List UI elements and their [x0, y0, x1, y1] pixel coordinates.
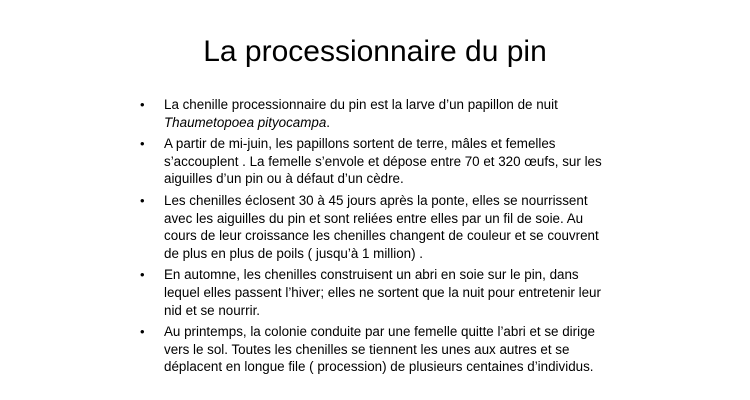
bullet-text-5: Au printemps, la colonie conduite par une femelle quitte l’abri et se dirige vers le sol. Toutes les chenilles se tiennent les unes aux autres et se déplacent en longue file ( procession) de plusieurs centaines d’individus.: [164, 324, 595, 375]
bullet-item-5: [140, 323, 610, 376]
bullet-dot: •: [140, 324, 145, 340]
bullet-text-1: La chenille processionnaire du pin est la larve d’un papillon de nuit: [164, 97, 558, 112]
bullet-text-1-suffix: .: [326, 114, 331, 130]
bullet-item-4: [140, 266, 610, 319]
bullet-text-2: A partir de mi-juin, les papillons sortent de terre, mâles et femelles s’accouplent . La femelle s’envole et dépose entre 70 et 320 œufs, sur les aiguilles d’un pin ou à défaut d’un cèdre.: [164, 136, 602, 187]
bullet-dot: •: [140, 136, 145, 152]
bullet-dot: •: [140, 267, 145, 283]
bullet-dot: •: [140, 97, 145, 112]
slide-title: La processionnaire du pin: [203, 35, 547, 68]
bullet-item-3: [140, 192, 610, 262]
bullet-text-4: En automne, les chenilles construisent un abri en soie sur le pin, dans lequel elles passent l’hiver; elles ne sortent que la nuit pour entretenir leur nid et se nourrir.: [164, 267, 601, 318]
bullet-list: [140, 96, 610, 380]
bullet-text-3: Les chenilles éclosent 30 à 45 jours après la ponte, elles se nourrissent avec les aiguilles du pin et sont reliées entre elles par un fil de soie. Au cours de leur croissance les chenilles changent de couleur et se couvrent de plus en plus de poils ( jusqu’à 1 million) .: [164, 192, 599, 261]
bullet-dot: •: [140, 192, 145, 208]
bullet-item-2: [140, 135, 610, 188]
bullet-item-1: [140, 96, 610, 131]
species-name: Thaumetopoea pityocampa: [164, 114, 327, 130]
